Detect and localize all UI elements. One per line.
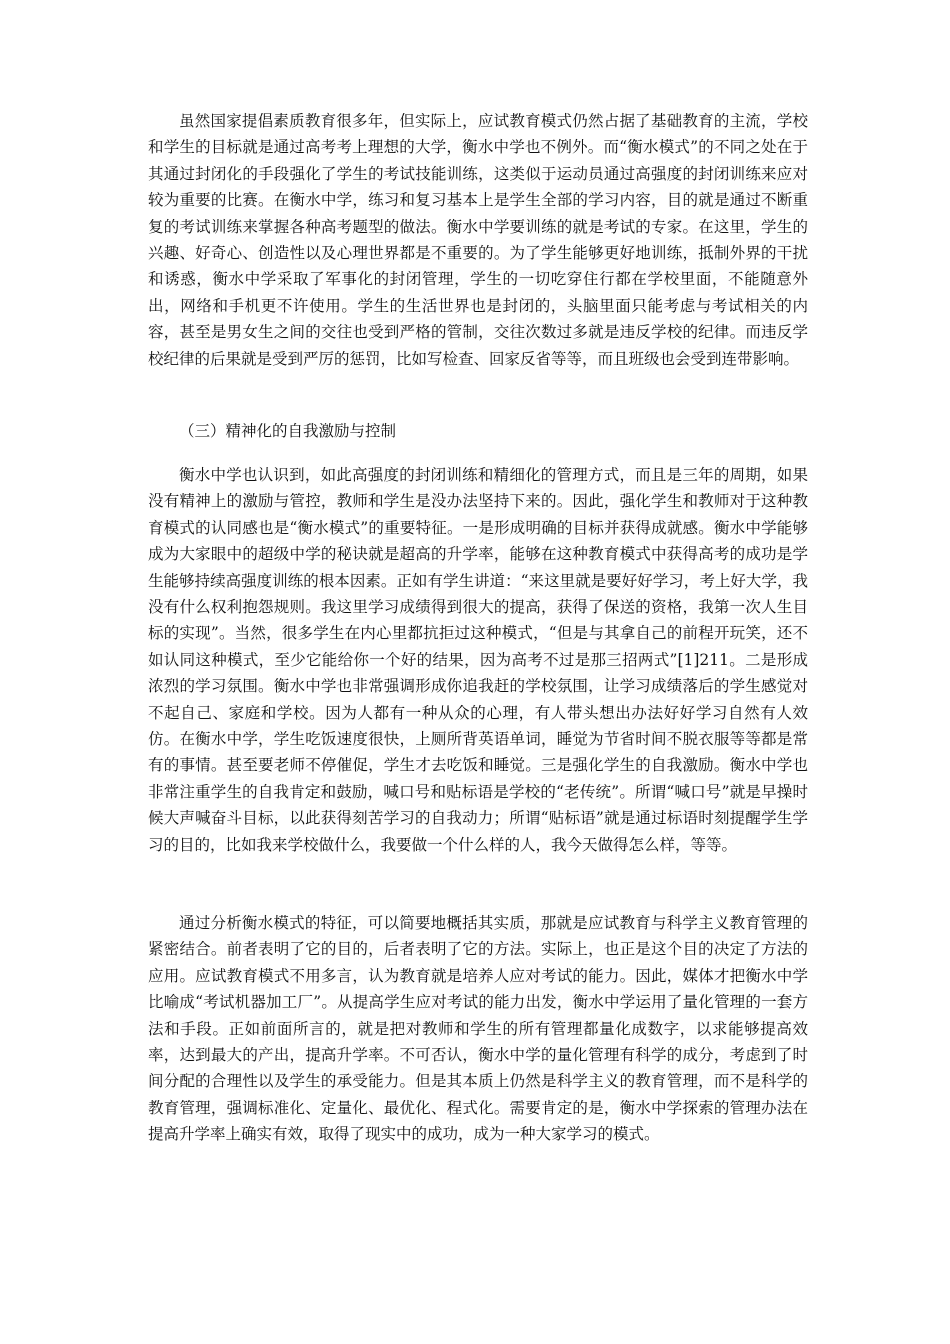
paragraph-exam-oriented-model: 虽然国家提倡素质教育很多年，但实际上，应试教育模式仍然占据了基础教育的主流，学校和学生的目标就是通过高考考上理想的大学，衡水中学也不例外。而“衡水模式”的不同之处在于其通过封闭化的手段强化了学生的考试技能训练，这类似于运动员通过高强度的封闭训练来应对较为重要的比赛。在衡水中学，练习和复习基本上是学生全部的学习内容，目的就是通过不断重复的考试训练来掌握各种高考题型的做法。衡水中学要训练的就是考试的专家。在这里，学生的兴趣、好奇心、创造性以及心理世界都是不重要的。为了学生能够更好地训练，抵制外界的干扰和诱惑，衡水中学采取了军事化的封闭管理，学生的一切吃穿住行都在学校里面，不能随意外出，网络和手机更不许使用。学生的生活世界也是封闭的，头脑里面只能考虑与考试相关的内容，甚至是男女生之间的交往也受到严格的管制，交往次数过多就是违反学校的纪律。而违反学校纪律的后果就是受到严厉的惩罚，比如写检查、回家反省等等，而且班级也会受到连带影响。 [148, 112, 808, 368]
paragraph-self-motivation: 衡水中学也认识到，如此高强度的封闭训练和精细化的管理方式，而且是三年的周期，如果没有精神上的激励与管控，教师和学生是没办法坚持下来的。因此，强化学生和教师对于这种教育模式的认同感也是“衡水模式”的重要特征。一是形成明确的目标并获得成就感。衡水中学能够成为大家眼中的超级中学的秘诀就是超高的升学率，能够在这种教育模式中获得高考的成功是学生能够持续高强度训练的根本因素。正如有学生讲道：“来这里就是要好好学习，考上好大学，我没有什么权利抱怨规则。我这里学习成绩得到很大的提高，获得了保送的资格，我第一次人生目标的实现”。当然，很多学生在内心里都抗拒过这种模式，“但是与其拿自己的前程开玩笑，还不如认同这种模式，至少它能给你一个好的结果，因为高考不过是那三招两式”[1]211。二是形成浓烈的学习氛围。衡水中学也非常强调形成你追我赶的学校氛围，让学习成绩落后的学生感觉对不起自己、家庭和学校。因为人都有一种从众的心理，有人带头想出办法好好学习自然有人效仿。在衡水中学，学生吃饭速度很快，上厕所背英语单词，睡觉为节省时间不脱衣服等等都是常有的事情。甚至要老师不停催促，学生才去吃饭和睡觉。三是强化学生的自我激励。衡水中学也非常注重学生的自我肯定和鼓励，喊口号和贴标语是学校的“老传统”。所谓“喊口号”就是早操时候大声喊奋斗目标，以此获得刻苦学习的自我动力；所谓“贴标语”就是通过标语时刻提醒学生学习的目的，比如我来学校做什么，我要做一个什么样的人，我今天做得怎么样，等等。 [148, 466, 808, 854]
section-heading: （三）精神化的自我激励与控制 [179, 422, 397, 440]
paragraph-summary: 通过分析衡水模式的特征，可以简要地概括其实质，那就是应试教育与科学主义教育管理的紧密结合。前者表明了它的目的，后者表明了它的方法。实际上，也正是这个目的决定了方法的应用。应试教育模式不用多言，认为教育就是培养人应对考试的能力。因此，媒体才把衡水中学比喻成“考试机器加工厂”。从提高学生应对考试的能力出发，衡水中学运用了量化管理的一套方法和手段。正如前面所言的，就是把对教师和学生的所有管理都量化成数字，以求能够提高效率，达到最大的产出，提高升学率。不可否认，衡水中学的量化管理有科学的成分，考虑到了时间分配的合理性以及学生的承受能力。但是其本质上仍然是科学主义的教育管理，而不是科学的教育管理，强调标准化、定量化、最优化、程式化。需要肯定的是，衡水中学探索的管理办法在提高升学率上确实有效，取得了现实中的成功，成为一种大家学习的模式。 [148, 914, 808, 1144]
